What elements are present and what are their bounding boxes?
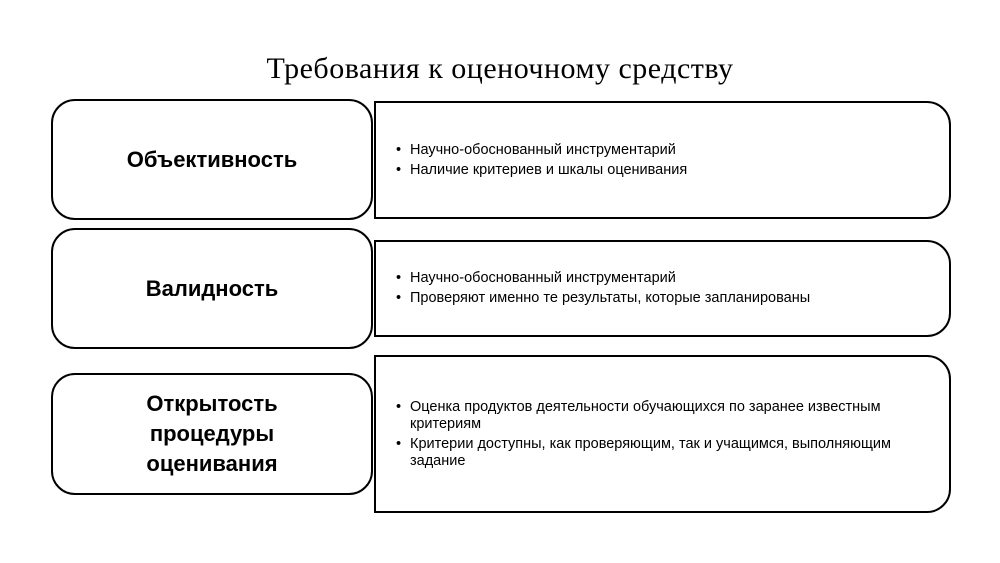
detail-list [396, 139, 909, 182]
diagram-title: Требования к оценочному средству [266, 52, 734, 85]
label-box-openness [51, 373, 373, 495]
list-item: • Оценка продуктов деятельности обучающихся по заранее известным критериям [396, 399, 909, 433]
list-item: • Критерии доступны, как проверяющим, так и учащимся, выполняющим задание [396, 436, 909, 470]
detail-list [396, 396, 909, 473]
label-text: Открытость процедуры оценивания [146, 391, 278, 476]
label-text: Объективность [126, 146, 298, 172]
list-item: • Проверяют именно те результаты, которые запланированы [396, 290, 909, 307]
list-item: • Научно-обоснованный инструментарий [396, 270, 909, 287]
detail-box-objectivity [374, 101, 951, 219]
detail-box-validity [374, 240, 951, 337]
label-text: Валидность [145, 275, 279, 301]
label-box-objectivity [51, 99, 373, 220]
detail-list [396, 267, 909, 310]
list-item: • Наличие критериев и шкалы оценивания [396, 162, 909, 179]
label-box-validity [51, 228, 373, 349]
detail-box-openness [374, 355, 951, 513]
list-item: • Научно-обоснованный инструментарий [396, 142, 909, 159]
